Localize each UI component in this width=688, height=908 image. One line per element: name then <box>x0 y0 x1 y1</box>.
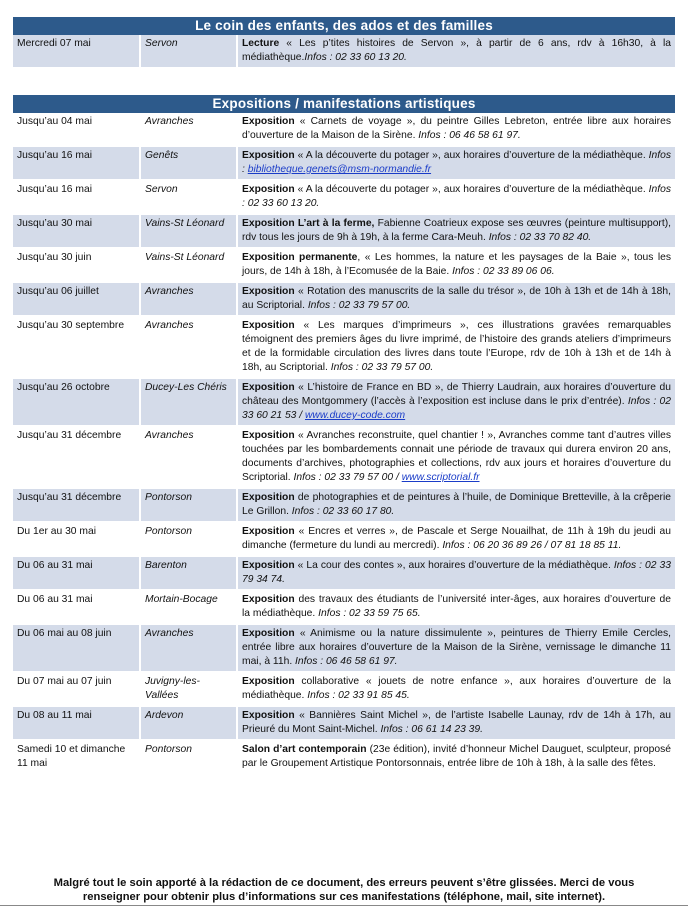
event-text: « Encres et verres », de Pascale et Serge Nouailhat, de 11h à 19h du jeudi au dimanche (fermeture du lundi au mercredi). <box>242 526 671 551</box>
event-place: Juvigny-les-Vallées <box>141 671 238 705</box>
event-row <box>13 705 675 739</box>
event-date: Du 08 au 11 mai <box>13 705 141 739</box>
event-info: Infos : 02 33 79 57 00. <box>304 300 411 311</box>
event-row <box>13 425 675 487</box>
event-date: Jusqu’au 16 mai <box>13 179 141 213</box>
event-info: Infos : 06 61 14 23 39. <box>377 724 483 735</box>
event-date: Du 1er au 30 mai <box>13 521 141 555</box>
event-type: Exposition <box>242 382 295 393</box>
event-type: Exposition <box>242 594 295 605</box>
event-text: « Rotation des manuscrits de la salle du trésor », de 10h à 13h et de 14h à 18h, au Scriptorial. <box>242 286 671 311</box>
event-link[interactable]: bibliotheque.genets@msm-normandie.fr <box>247 164 432 175</box>
event-text: (23e édition), invité d’honneur Michel Dauguet, sculpteur, proposé par le Groupement Artistique Pontorsonnais, entrée libre de 10h à 18h, à la salle des fêtes. <box>242 744 671 769</box>
event-place: Avranches <box>141 315 238 377</box>
event-row <box>13 671 675 705</box>
disclaimer-line-2: renseigner pour obtenir plus d’informations sur ces manifestations (téléphone, mail, site internet). <box>82 891 606 903</box>
event-description <box>238 589 675 623</box>
event-description <box>238 521 675 555</box>
event-row <box>13 555 675 589</box>
event-text: « La cour des contes », aux horaires d’ouverture de la médiathèque. <box>294 560 611 571</box>
event-date: Samedi 10 et dimanche 11 mai <box>13 739 141 773</box>
event-row <box>13 179 675 213</box>
event-place: Mortain-Bocage <box>141 589 238 623</box>
event-info: Infos : 02 33 60 21 53 / <box>242 396 671 421</box>
event-info: Infos : 06 20 36 89 26 / 07 81 18 85 11. <box>439 540 622 551</box>
event-place: Pontorson <box>141 487 238 521</box>
event-date: Du 06 au 31 mai <box>13 589 141 623</box>
event-type: Exposition <box>242 560 295 571</box>
event-text: « Bannières Saint Michel », de l’artiste Isabelle Launay, rdv de 14h à 17h, au Prieuré du Mont Saint-Michel. <box>242 710 671 735</box>
kids-section-title: Le coin des enfants, des ados et des familles <box>13 17 675 35</box>
footer-divider <box>0 905 688 906</box>
event-description <box>238 487 675 521</box>
event-type: Exposition <box>242 116 295 127</box>
event-date: Jusqu’au 30 mai <box>13 213 141 247</box>
event-text: « Carnets de voyage », du peintre Gilles Lebreton, entrée libre aux horaires d’ouverture de la Maison de la Sirène. <box>242 116 671 141</box>
expo-rows <box>13 113 675 773</box>
event-description <box>238 739 675 773</box>
event-info: Infos : 06 46 58 61 97. <box>415 130 521 141</box>
event-text: « Avranches reconstruite, quel chantier ! », Avranches comme tant d’autres villes touchées par les bombardements connait une période de travaux qui durera environ 20 ans, documents d’archives, photographies et collections, rdv aux jours et horaires d’ouverture du Scriptorial. <box>242 430 671 483</box>
event-description <box>238 315 675 377</box>
event-text: « A la découverte du potager », aux horaires d’ouverture de la médiathèque. <box>294 184 646 195</box>
event-place: Pontorson <box>141 521 238 555</box>
event-type: Exposition <box>242 526 295 537</box>
disclaimer <box>0 876 688 904</box>
event-date: Du 07 mai au 07 juin <box>13 671 141 705</box>
expo-section-title: Expositions / manifestations artistiques <box>13 95 675 113</box>
event-row <box>13 145 675 179</box>
event-description <box>238 281 675 315</box>
event-place: Vains-St Léonard <box>141 213 238 247</box>
event-place: Genêts <box>141 145 238 179</box>
event-description <box>238 213 675 247</box>
event-place: Vains-St Léonard <box>141 247 238 281</box>
event-type: Exposition <box>242 430 295 441</box>
event-info: Infos : 02 33 79 57 00. <box>327 362 434 373</box>
event-row <box>13 521 675 555</box>
event-text: , « Les hommes, la nature et les paysages de la Baie », tous les jours, de 14h à 18h, à l’Ecomusée de la Baie. <box>242 252 672 277</box>
event-type: Salon d’art contemporain <box>242 744 367 755</box>
event-type: Lecture <box>242 38 280 49</box>
event-text: « Animisme ou la nature dissimulente », peintures de Thierry Emile Cercles, entrée libre aux horaires d’ouverture de la Maison de la Sirène, vernissage le dimanche 11 mai, à 11h. <box>242 628 671 667</box>
event-text: collaborative « jouets de notre enfance », aux horaires d’ouverture de la médiathèque. <box>242 676 671 701</box>
event-date: Jusqu’au 06 juillet <box>13 281 141 315</box>
event-description <box>238 113 675 145</box>
event-date: Jusqu’au 04 mai <box>13 113 141 145</box>
event-date: Jusqu’au 30 septembre <box>13 315 141 377</box>
event-info: Infos : 02 33 60 13 20. <box>242 184 672 209</box>
event-place: Servon <box>141 179 238 213</box>
event-description <box>238 555 675 589</box>
event-text: « A la découverte du potager », aux horaires d’ouverture de la médiathèque. <box>294 150 646 161</box>
event-info: Infos : <box>242 150 672 175</box>
event-text: Fabienne Coatrieux expose ses œuvres (peinture multisupport), rdv tous les jours de 9h à 19h, à la ferme Cara-Meuh. <box>242 218 671 243</box>
event-type: Exposition <box>242 710 295 721</box>
event-type: Exposition <box>242 628 295 639</box>
event-type: Exposition <box>242 320 295 331</box>
event-text: « L’histoire de France en BD », de Thierry Laudrain, aux horaires d’ouverture du château des Montgommery (l’accès à l’exposition est incluse dans le prix d’entrée). <box>242 382 671 407</box>
event-description <box>238 377 675 425</box>
event-row <box>13 35 675 67</box>
event-link[interactable]: www.ducey-code.com <box>304 410 406 421</box>
event-date: Jusqu’au 31 décembre <box>13 425 141 487</box>
event-description <box>238 623 675 671</box>
event-place: Pontorson <box>141 739 238 773</box>
event-place: Avranches <box>141 281 238 315</box>
event-row <box>13 247 675 281</box>
event-link[interactable]: www.scriptorial.fr <box>401 472 480 483</box>
event-info: Infos : 02 33 60 17 80. <box>288 506 395 517</box>
event-description <box>238 671 675 705</box>
event-info: Infos : 02 33 79 34 74. <box>242 560 671 585</box>
event-text: « Les marques d’imprimeurs », ces illustrations gravées remarquables témoignent des premiers âges du livre imprimé, de l’histoire des grands ateliers d’imprimeurs et de la formidable circulation des livres dans toute l’Europe, rdv de 10h à 13h et de 14h à 18h, au Scriptorial. <box>242 320 671 373</box>
event-date: Jusqu’au 26 octobre <box>13 377 141 425</box>
event-text: « Les p’tites histoires de Servon », à partir de 6 ans, rdv à 16h30, à la médiathèque. <box>242 38 671 63</box>
kids-section <box>13 17 675 67</box>
event-date: Du 06 mai au 08 juin <box>13 623 141 671</box>
expo-section <box>13 95 675 773</box>
event-place: Ardevon <box>141 705 238 739</box>
event-info: Infos : 02 33 70 82 40. <box>485 232 592 243</box>
event-row <box>13 281 675 315</box>
event-text: de photographies et de peintures à l’huile, de Dominique Bretteville, à la crêperie Le Grillon. <box>242 492 671 517</box>
event-info: Infos : 06 46 58 61 97. <box>292 656 398 667</box>
event-text: des travaux des étudiants de l’université inter-âges, aux horaires d’ouverture de la médiathèque. <box>242 594 671 619</box>
event-place: Avranches <box>141 425 238 487</box>
event-type: Exposition <box>242 286 295 297</box>
event-date: Jusqu’au 16 mai <box>13 145 141 179</box>
event-description <box>238 179 675 213</box>
event-place: Avranches <box>141 113 238 145</box>
event-row <box>13 213 675 247</box>
event-date: Mercredi 07 mai <box>13 35 141 67</box>
event-type: Exposition <box>242 150 295 161</box>
event-type: Exposition permanente <box>242 252 358 263</box>
disclaimer-line-1: Malgré tout le soin apporté à la rédaction de ce document, des erreurs peuvent s’être glissées. Merci de vous <box>53 877 635 889</box>
event-place: Avranches <box>141 623 238 671</box>
event-row <box>13 739 675 773</box>
event-description <box>238 35 675 67</box>
event-description <box>238 705 675 739</box>
event-info: Infos : 02 33 60 13 20. <box>304 52 407 63</box>
event-description <box>238 145 675 179</box>
event-type: Exposition <box>242 184 295 195</box>
event-place: Barenton <box>141 555 238 589</box>
event-type: Exposition <box>242 676 295 687</box>
event-type: Exposition <box>242 492 295 503</box>
event-date: Du 06 au 31 mai <box>13 555 141 589</box>
event-row <box>13 487 675 521</box>
event-date: Jusqu’au 30 juin <box>13 247 141 281</box>
event-row <box>13 623 675 671</box>
event-row <box>13 315 675 377</box>
event-info: Infos : 02 33 89 06 06. <box>449 266 555 277</box>
event-info: Infos : 02 33 91 85 45. <box>304 690 410 701</box>
kids-rows <box>13 35 675 67</box>
event-description <box>238 425 675 487</box>
event-type: Exposition L’art à la ferme, <box>242 218 375 229</box>
event-info: Infos : 02 33 79 57 00 / <box>290 472 402 483</box>
event-row <box>13 589 675 623</box>
event-row <box>13 113 675 145</box>
event-place: Servon <box>141 35 238 67</box>
event-description <box>238 247 675 281</box>
event-place: Ducey-Les Chéris <box>141 377 238 425</box>
event-date: Jusqu’au 31 décembre <box>13 487 141 521</box>
event-row <box>13 377 675 425</box>
event-info: Infos : 02 33 59 75 65. <box>315 608 421 619</box>
